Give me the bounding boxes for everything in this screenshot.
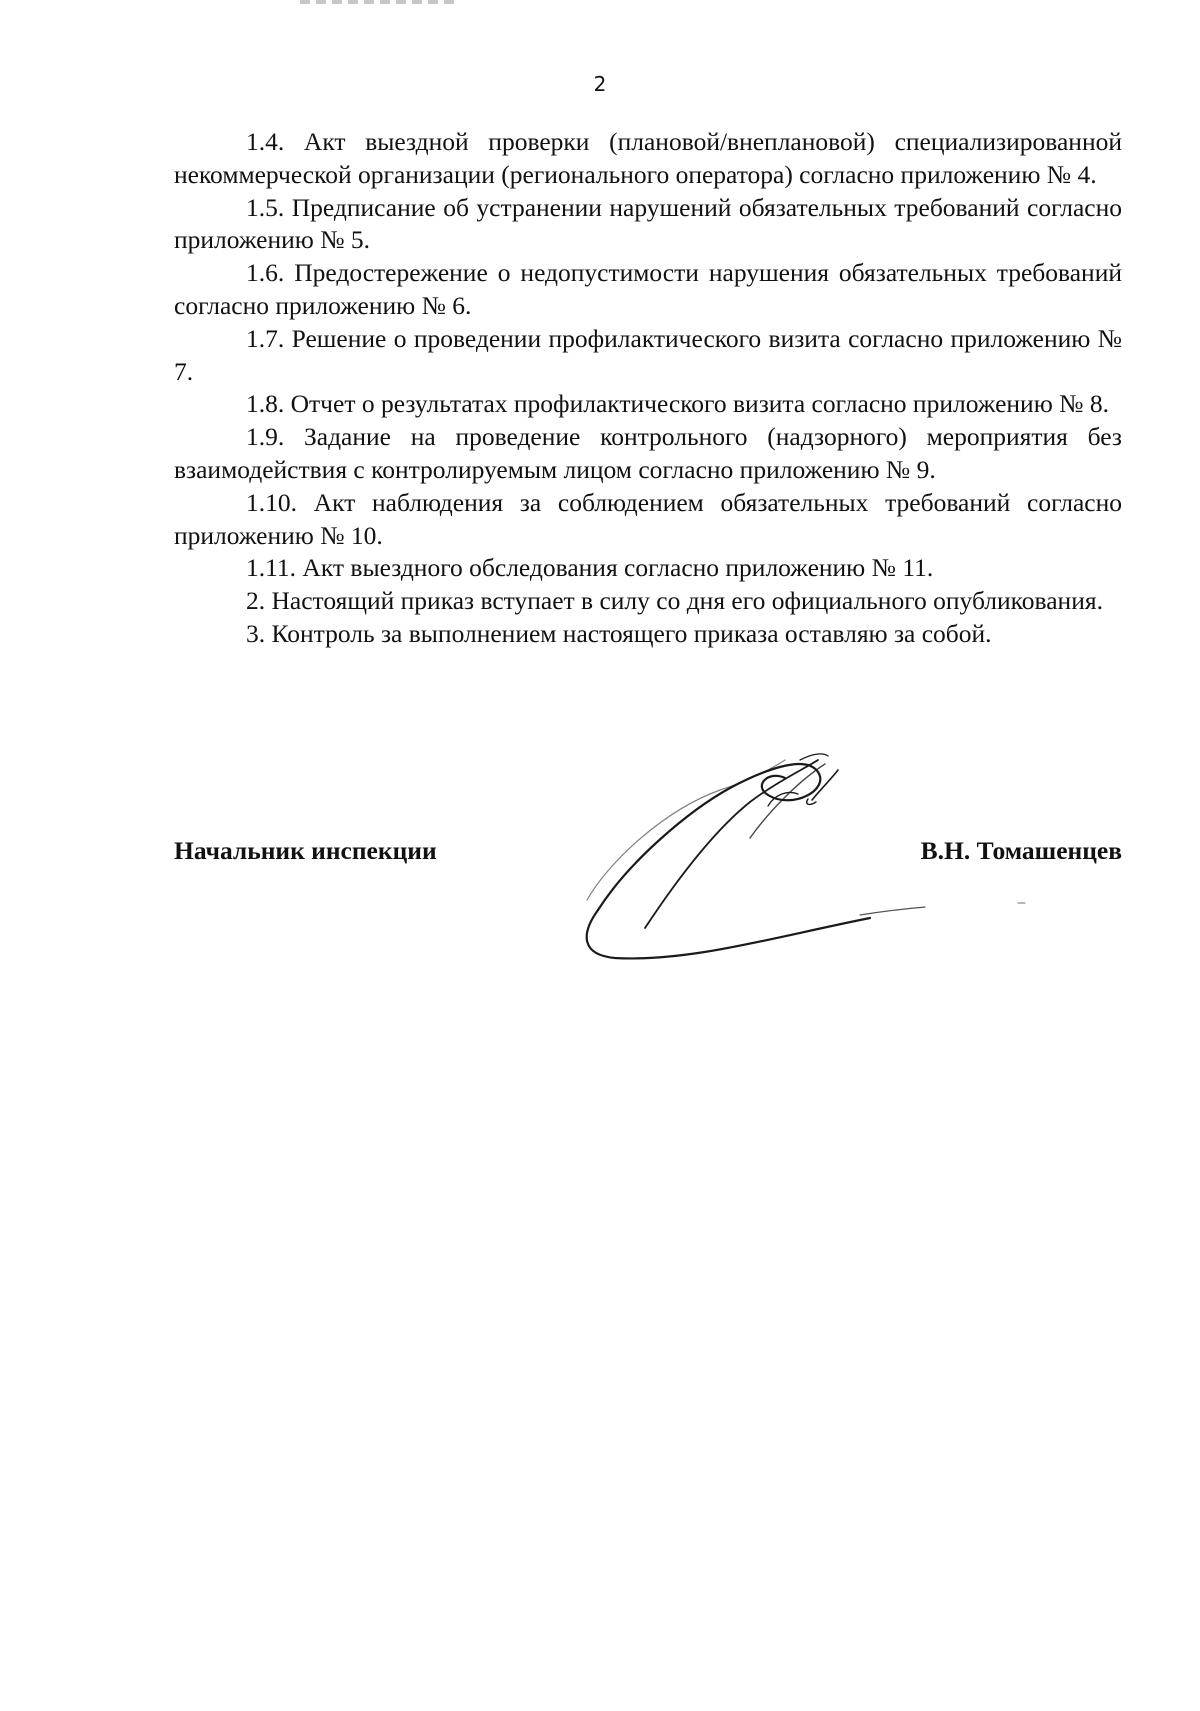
order-body bbox=[174, 126, 1122, 651]
signatory-title: Начальник инспекции bbox=[174, 836, 437, 865]
paragraph-1-6: 1.6. Предостережение о недопустимости нарушения обязательных требований согласно приложению № 6. bbox=[174, 258, 1122, 320]
paragraph-1-4: 1.4. Акт выездной проверки (плановой/внеплановой) специализированной некоммерческой организации (регионального оператора) согласно приложению № 4. bbox=[174, 127, 1122, 189]
paragraph-1-5: 1.5. Предписание об устранении нарушений обязательных требований согласно приложению № 5. bbox=[174, 192, 1122, 255]
handwritten-signature bbox=[570, 750, 1040, 970]
paragraph-1-10: 1.10. Акт наблюдения за соблюдением обязательных требований согласно приложению № 10. bbox=[174, 487, 1122, 550]
paragraph-3: 3. Контроль за выполнением настоящего приказа оставляю за собой. bbox=[246, 618, 992, 648]
paragraph-1-7: 1.7. Решение о проведении профилактического визита согласно приложению № 7. bbox=[174, 323, 1122, 386]
scan-artifact bbox=[300, 0, 460, 4]
paragraph-1-8: 1.8. Отчет о результатах профилактического визита согласно приложению № 8. bbox=[246, 389, 1109, 419]
page-number: 2 bbox=[593, 72, 607, 96]
paragraph-2: 2. Настоящий приказ вступает в силу со дня его официального опубликования. bbox=[246, 586, 1103, 616]
paragraph-1-11: 1.11. Акт выездного обследования согласно приложению № 11. bbox=[246, 553, 934, 583]
signatory-name: В.Н. Томашенцев bbox=[920, 836, 1122, 865]
paragraph-1-9: 1.9. Задание на проведение контрольного (надзорного) мероприятия без взаимодействия с контролируемым лицом согласно приложению № 9. bbox=[174, 422, 1122, 484]
